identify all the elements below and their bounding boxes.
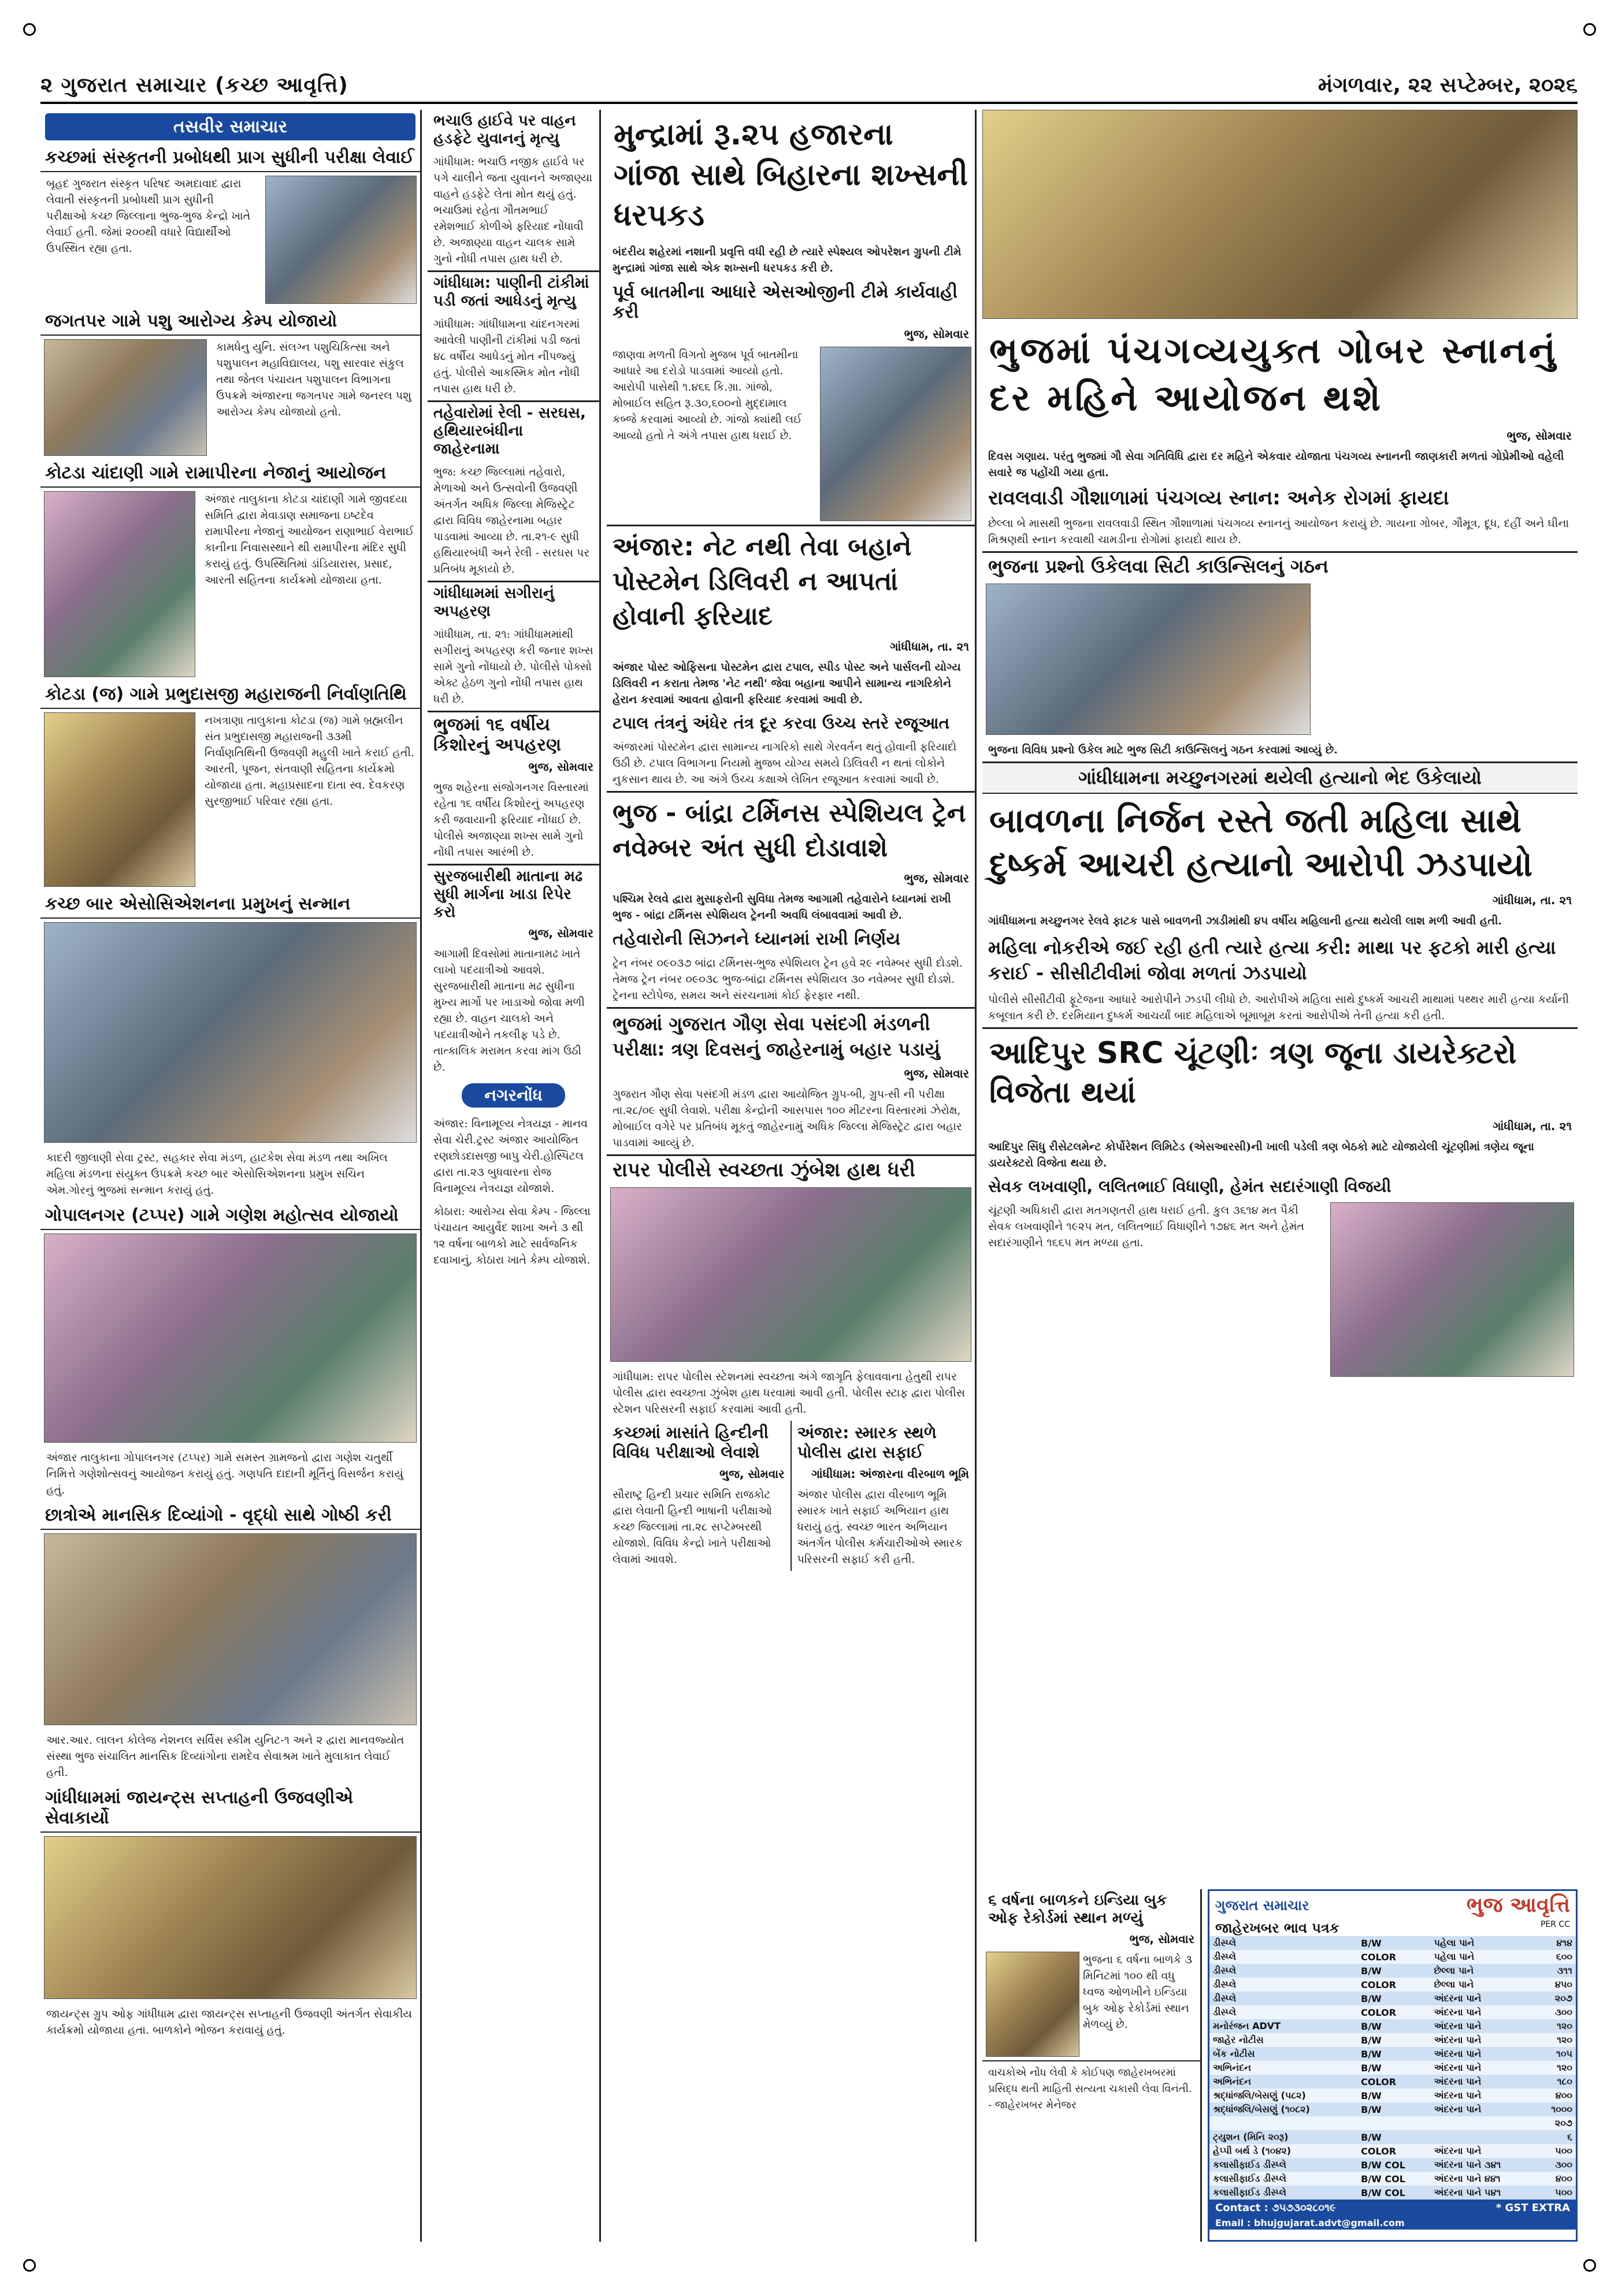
story-body: અંજાર તાલુકાના ગોપાલનગર (ટપ્પર) ગામે સમસ્ત ગ્રામજનો દ્વારા ગણેશ ચતુર્થી નિમિત્તે ગણેશોત્સવનું આયોજન કરાયું હતું. ગણપતિ દાદાની મૂર્તિનું વિસર્જન કરાયું હતું. [46,1451,403,1496]
ad-type-cell: શ્રદ્ધાંજલિ/બેસણું (૧૦૮૨) [1209,2102,1357,2116]
ad-rate-cell: ૫૦૦ [1536,2186,1576,2200]
story-subhead: રાવલવાડી ગૌશાળામાં પંચગવ્ય સ્નાન: અનેક રોગમાં ફાયદા [988,486,1449,510]
ad-box-title: ભુજ આવૃત્તિ [1466,1893,1570,1917]
ad-rate-cell: ૩૧૧ [1536,1964,1576,1978]
registration-mark [23,23,36,36]
ad-rate-row [1209,2186,1576,2200]
story-headline: અંજાર: સ્મારક સ્થળે પોલીસ દ્વારા સફાઈ [797,1423,937,1462]
ad-rate-cell: ૪૫૦ [1536,1978,1576,1992]
story-headline: કચ્છમાં માસાંતે હિન્દીની વિવિધ પરીક્ષાઓ લેવાશે [613,1423,769,1462]
story-subhead: તહેવારોની સિઝનને ધ્યાનમાં રાખી નિર્ણય [613,929,901,949]
ad-rate-row [1209,2033,1576,2047]
ad-rate-row [1209,2005,1576,2019]
per-cc-label: PER CC [1540,1920,1570,1929]
ad-color-cell: B/W [1357,2061,1430,2075]
story-title: ભુજમાં ૧૬ વર્ષીય કિશોરનું અપહરણ [433,715,562,755]
ad-rate-box [1208,1889,1578,2242]
story-headline: ભુજ - બાંદ્રા ટર્મિનસ સ્પેશિયલ ટ્રેન નવેમ્બર અંત સુધી દોડાવાશે [613,798,966,863]
story-body: આગામી દિવસોમાં માતાનામઢ ખાતે લાખો પદયાત્રીઓ આવશે. સુરજબારીથી માતાના મઢ સુધીના મુખ્ય માર્ગો પર ખાડાઓ જોવા મળી રહ્યા છે. વાહન ચાલકો અને પદયાત્રીઓને તકલીફ પડે છે. તાત્કાલિક મરામત કરવા માંગ ઉઠી છે. [433,948,585,1073]
story-photo [44,1533,417,1725]
story-headline: અંજાર: નેટ નથી તેવા બહાને પોસ્ટમેન ડિલિવરી ન આપતાં હોવાની ફરિયાદ [613,532,912,631]
story-title: છાત્રોએ માનસિક દિવ્યાંગો - વૃદ્ધો સાથે ગોષ્ઠી કરી [40,1502,420,1530]
nagar-nondh-title: નગરનોંધ [462,1083,565,1108]
ad-type-cell [1209,2116,1357,2130]
ad-color-cell: B/W [1357,2019,1430,2033]
story-subhead: મહિલા નોકરીએ જઈ રહી હતી ત્યારે હત્યા કરી: માથા પર ફટકો મારી હત્યા કરાઈ - સીસીટીવીમાં જોવા મળતાં ઝડપાયો [988,937,1556,984]
story-title: કચ્છમાં સંસ્કૃતની પ્રબોધથી પ્રાગ સુધીની પરીક્ષા લેવાઈ [40,144,420,172]
ad-page-cell: અંદરના પાને [1431,2005,1536,2019]
ad-rate-row [1209,2047,1576,2061]
ad-rate-row [1209,2075,1576,2089]
ad-page-cell: અંદરના પાને [1431,2033,1536,2047]
header-left: ૨ ગુજરાત સમાચાર (કચ્છ આવૃત્તિ) [40,73,348,97]
story-body: જાયન્ટ્સ ગ્રુપ ઓફ ગાંધીધામ દ્વારા જાયન્ટ્સ સપ્તાહની ઉજવણી અંતર્ગત સેવાકીય કાર્યક્રમો યોજાયા હતા. બાળકોને ભોજન કરાવાયું હતું. [46,2008,412,2037]
ad-rate-row [1209,2172,1576,2186]
ad-color-cell: B/W [1357,2047,1430,2061]
story-intro: દિવસ ગણાય. પરંતુ ભુજમાં ગૌ સેવા ગતિવિધિ દ્વારા દર મહિને એકવાર યોજાતા પંચગવ્ય સ્નાનની જાણકારી મળતાં ગોપ્રેમીઓ વહેલી સવારે જ પહોંચી ગયા હતા. [988,450,1564,479]
story-body: ચૂંટણી અધિકારી દ્વારા મતગણતરી હાથ ધરાઈ હતી. કુલ ૩૬૧૪ મત પૈકી સેવક લખવાણીને ૧૯૨૫ મત, લલિતભાઈ વિધાણીને ૧૭૪૬ મત અને હેમંત સદારંગાણીને ૧૬૬૫ મત મળ્યા હતા. [988,1204,1305,1249]
story-headline: ભુજના પ્રશ્નો ઉકેલવા સિટી કાઉન્સિલનું ગઠન [982,551,1578,580]
cow-shelter-photo [982,110,1578,319]
dateline: ભુજ, સોમવાર [528,926,593,940]
story-title: સુરજબારીથી માતાના મઢ સુધી માર્ગના ખાડા રિપેર કરો [433,868,583,921]
crime-headline: બાવળના નિર્જન રસ્તે જતી મહિલા સાથે દુષ્કર્મ આચરી હત્યાનો આરોપી ઝડપાયો [989,801,1532,884]
ad-type-cell: ડીસ્પ્લે [1209,1964,1357,1978]
ad-type-cell: અભિનંદન [1209,2075,1357,2089]
ad-rate-row [1209,2102,1576,2116]
story-photo [44,491,195,677]
ad-page-cell [1431,2130,1536,2144]
story-headline: રાપર પોલીસે સ્વચ્છતા ઝુંબેશ હાથ ધરી [613,1158,915,1182]
ad-page-cell: અંદરના પાને [1431,2019,1536,2033]
dateline: ભુજ, સોમવાર [904,1067,969,1080]
dateline: ગાંધીધામ, તા. ૨૧ [889,640,969,653]
story-body: ભુજ શહેરના સંજોગનગર વિસ્તારમાં રહેતા ૧૬ વર્ષીય કિશોરનું અપહરણ કરી જવાયાની ફરિયાદ નોંધાઈ છે. પોલીસે અજાણ્યા શખ્સ સામે ગુનો નોંધી તપાસ આરંભી છે. [433,781,589,859]
ad-type-cell: કલાસીફાઈડ ડીસ્પ્લે [1209,2172,1357,2186]
story-photo [44,1836,417,1999]
ad-color-cell: B/W [1357,1964,1430,1978]
ad-rate-cell: ૩૦૦ [1536,2005,1576,2019]
ad-rate-cell: ૩૦૦ [1536,2158,1576,2172]
dateline: ગાંધીધામ, તા. ૨૧ [1492,1119,1572,1133]
record-story [982,1889,1202,2242]
election-headline: આદિપુર SRC ચૂંટણીઃ ત્રણ જૂના ડાયરેક્ટરો વિજેતા થયાં [989,1036,1517,1110]
ad-type-cell: ડીસ્પ્લે [1209,1992,1357,2005]
ad-rate-cell: ૧૨૦ [1536,2033,1576,2047]
story-title: ગાંધીધામમાં જાયન્ટ્સ સપ્તાહની ઉજવણીએ સેવાકાર્યો [40,1784,420,1833]
ad-page-cell: છેલ્લા પાને [1431,1964,1536,1978]
lead-subhead: પૂર્વ બાતમીના આધારે એસઓજીની ટીમે કાર્યવાહી કરી [613,282,958,322]
story-body: સૌરાષ્ટ્ર હિન્દી પ્રચાર સમિતિ રાજકોટ દ્વારા લેવાતી હિન્દી ભાષાની પરીક્ષાઓ કચ્છ જિલ્લામાં તા.૨૮ સપ્ટેમ્બરથી યોજાશે. વિવિધ કેન્દ્રો ખાતે પરીક્ષાઓ લેવામાં આવશે. [613,1488,772,1566]
ad-color-cell [1357,2116,1430,2130]
ad-type-cell: મનોરંજન ADVT [1209,2019,1357,2033]
ad-rate-cell: ૪૧૪ [1536,1936,1576,1950]
story-body: અંજારમાં પોસ્ટમેન દ્વારા સામાન્ય નાગરિકો સાથે ગેરવર્તન થતું હોવાની ફરિયાદો ઉઠી છે. ટપાલ વિભાગના નિયમો મુજબ યોગ્ય સમયે ડિલિવરી ન થતાં લોકોને નુકસાન થાય છે. આ અંગે ઉચ્ચ કક્ષાએ લેખિત રજૂઆત કરવામાં આવી છે. [613,741,957,786]
ad-rate-row [1209,2144,1576,2158]
story-title: ભચાઉ હાઈવે પર વાહન હડફેટે યુવાનનું મૃત્યુ [433,112,576,147]
ad-color-cell: B/W [1357,1992,1430,2005]
dateline: ભુજ, સોમવાર [719,1467,785,1481]
registration-mark [23,2259,36,2272]
ad-rate-cell: ૬ [1536,2130,1576,2144]
ad-color-cell: B/W [1357,2033,1430,2047]
story-body: કાદરી જીલાણી સેવા ટ્રસ્ટ, સહકાર સેવા મંડળ, હાટકેશ સેવા મંડળ તથા અખિલ મહિલા મંડળના સંયુક્ત ઉપક્રમે કચ્છ બાર એસોસિએશનના પ્રમુખ સચિન એમ.ગોરનું ભુજમાં સન્માન કરાયું હતું. [46,1151,388,1197]
ad-page-cell: અંદરના પાને ૫૪૧ [1431,2186,1536,2200]
story-body: આર.આર. લાલન કોલેજ નેશનલ સર્વિસ સ્કીમ યુનિટ-૧ અને ૨ દ્વારા માનવજ્યોત સંસ્થા ભુજ સંચાલિત માનસિક દિવ્યાંગોના રામદેવ સેવાશ્રમ ખાતે મુલાકાત લેવાઈ હતી. [46,1734,404,1779]
ad-type-cell: બેંક નોટીસ [1209,2047,1357,2061]
registration-mark [1583,2259,1596,2272]
gst-note: * GST EXTRA [1495,2202,1570,2214]
dateline: ભુજ, સોમવાર [1506,429,1572,443]
ad-rate-row [1209,2061,1576,2075]
ad-rate-table [1209,1936,1576,2200]
story-body: અંજાર પોલીસ દ્વારા વીરબાળ ભૂમિ સ્મારક ખાતે સફાઈ અભિયાન હાથ ધરાયું હતું. સ્વચ્છ ભારત અભિયાન અંતર્ગત પોલીસ કર્મચારીઓએ સ્મારક પરિસરની સફાઈ કરી હતી. [797,1488,963,1566]
ad-rate-row [1209,1950,1576,1964]
ad-page-cell: અંદરના પાને ૪૪૧ [1431,2172,1536,2186]
story-headline: ૬ વર્ષના બાળકને ઇન્ડિયા બુક ઓફ રેકોર્ડમાં સ્થાન મળ્યું [988,1892,1167,1927]
ad-color-cell: B/W [1357,2130,1430,2144]
ad-type-cell: ટ્યુશન (મિનિ ૨૦રૂ) [1209,2130,1357,2144]
ad-page-cell: પહેલા પાને [1431,1936,1536,1950]
dateline: ભુજ, સોમવાર [1129,1932,1194,1946]
ad-type-cell: જાહેર નોટીસ [1209,2033,1357,2047]
story-body: ટ્રેન નંબર ૦૯૦૩૭ બાંદ્રા ટર્મિનસ-ભુજ સ્પેશિયલ ટ્રેન હવે ૨૯ નવેમ્બર સુધી દોડશે. તેમજ ટ્રેન નંબર ૦૯૦૩૮ ભુજ-બાંદ્રા ટર્મિનસ સ્પેશિયલ ૩૦ નવેમ્બર સુધી દોડશે. ટ્રેનના સ્ટોપેજ, સમય અને સંરચનામાં કોઈ ફેરફાર નથી. [613,957,963,1002]
story-title: ગાંધીધામ: પાણીની ટાંકીમાં પડી જતાં આધેડનું મૃત્યુ [433,274,589,310]
ad-page-cell: અંદરના પાને ૩૪૧ [1431,2158,1536,2172]
ad-page-cell: અંદરના પાને [1431,2144,1536,2158]
column-photo-news [40,110,422,2242]
crime-strip-title: ગાંધીધામના મચ્છુનગરમાં થયેલી હત્યાનો ભેદ ઉકેલાયો [982,761,1578,794]
ad-rate-cell: ૧૦૫ [1536,2047,1576,2061]
dateline: ગાંધીધામ, તા. ૨૧ [1492,893,1572,907]
ad-color-cell: COLOR [1357,2144,1430,2158]
contact-label: Contact : [1215,2202,1268,2214]
story-headline: ભુજમાં ગુજરાત ગૌણ સેવા પસંદગી મંડળની પરીક્ષા: ત્રણ દિવસનું જાહેરનામું બહાર પડાયું [613,1013,940,1060]
story-body: પોલીસે સીસીટીવી ફૂટેજના આધારે આરોપીને ઝડપી લીધો છે. આરોપીએ મહિલા સાથે દુષ્કર્મ આચરી માથામાં પથ્થર મારી હત્યા કર્યાની કબૂલાત કરી છે. દરમિયાન દુષ્કર્મ આચર્યાં બાદ મહિલાએ બૂમાબૂમ કરતાં આરોપીએ તેની હત્યા કરી હતી. [988,993,1569,1022]
ad-page-cell: અંદરના પાને [1431,1992,1536,2005]
column-main-news [607,110,977,2242]
lead-intro: બંદરીય શહેરમાં નશાની પ્રવૃત્તિ વધી રહી છે ત્યારે સ્પેશ્યલ ઓપરેશન ગ્રુપની ટીમે મુન્દ્રામાં ગાંજા સાથે એક શખ્સની ધરપકડ કરી છે. [613,246,962,274]
ad-rate-row [1209,2019,1576,2033]
story-body: જાણવા મળતી વિગતો મુજબ પૂર્વ બાતમીના આધારે આ દરોડો પાડવામાં આવ્યો હતો. આરોપી પાસેથી ૧.૪૬૬ કિ.ગ્રા. ગાંજો, મોબાઈલ સહિત રૂ.૩૦,૬૦૦નો મુદ્દામાલ કબ્જે કરવામાં આવ્યો છે. ગાંજો ક્યાંથી લઈ આવ્યો હતો તે અંગે તપાસ હાથ ધરાઈ છે. [613,348,802,442]
story-body: અંજાર તાલુકાના કોટડા ચાંદાણી ગામે જીવદયા સમિતિ દ્વારા મેવાડાણ સમાજના ઇષ્ટદેવ રામાપીરના નેજાનું આયોજન રાણાભાઈ વેરાભાઈ કાનીના નિવાસસ્થાને થી રામાપીરના મંદિર સુધી કરાયું હતું. ઉપસ્થિતિમાં ડાંડિયારાસ, પ્રસાદ, આરતી સહિતના કાર્યક્રમો યોજાયા હતા. [205,493,414,586]
ad-rate-row [1209,2158,1576,2172]
dateline: ભુજ, સોમવાર [904,871,969,885]
ad-page-cell: અંદરના પાને [1431,2089,1536,2102]
ad-page-cell: અંદરના પાને [1431,2102,1536,2116]
feature-headline: ભુજમાં પંચગવ્યયુક્ત ગોબર સ્નાનનું દર મહિને આયોજન થશે [989,329,1558,419]
story-body: ગાંધીધામ: ભચાઉ નજીક હાઈવે પર પગે ચાલીને જતા યુવાનને અજાણ્યા વાહને હડફેટે લેતા મોત થયું હતું. ભચાઉમાં રહેતા ગૌતમભાઈ રમેશભાઈ કોળીએ ફરિયાદ નોંધાવી છે. અજાણ્યા વાહન ચાલક સામે ગુનો નોંધી તપાસ હાથ ધરી છે. [433,155,592,265]
ad-rate-cell: ૧૦૦૦ [1536,2102,1576,2116]
ad-rate-row [1209,1992,1576,2005]
ad-color-cell: COLOR [1357,1978,1430,1992]
story-photo [44,1234,417,1443]
brand-logo: ગુજરાત સમાચાર [1215,1897,1309,1914]
story-intro: પશ્ચિમ રેલવે દ્વારા મુસાફરોની સુવિધા તેમજ આગામી તહેવારોને ધ્યાનમાં રાખી ભુજ - બાંદ્રા ટર્મિનસ સ્પેશિયલ ટ્રેનની અવધિ લંબાવવામાં આવી છે. [613,893,951,922]
story-title: કચ્છ બાર એસોસિએશનના પ્રમુખનું સન્માન [40,890,420,919]
story-photo [44,922,417,1143]
ad-type-cell: કલાસીફાઈડ ડીસ્પ્લે [1209,2186,1357,2200]
ad-page-cell: અંદરના પાને [1431,2047,1536,2061]
ad-color-cell: B/W [1357,1936,1430,1950]
ad-rate-row [1209,2130,1576,2144]
ad-page-cell: અંદરના પાને [1431,2075,1536,2089]
story-title: તહેવારોમાં રેલી - સરઘસ, હથિયારબંધીના જાહેરનામા [433,404,586,458]
story-body: કામધેનુ યુનિ. સંલગ્ન પશુચિકિત્સા અને પશુપાલન મહાવિદ્યાલય, પશુ સારવાર સંકુલ તથા જેતલ પંચાયત પશુપાલન વિભાગના ઉપક્રમે અંજારના જગતપર ગામે જનરલ પશુ આરોગ્ય કેમ્પ યોજાયો હતો. [216,341,411,418]
ad-rate-cell: ૨૦૭ [1536,1992,1576,2005]
registration-mark [1583,23,1596,36]
story-intro: ગાંધીધામના મચ્છુનગર રેલવે ફાટક પાસે બાવળની ઝાડીમાંથી ૪૫ વર્ષીય મહિલાની હત્યા થયેલી લાશ મળી આવી હતી. [988,915,1502,927]
ad-rate-cell: ૪૦૦ [1536,2089,1576,2102]
story-body: નખત્રાણા તાલુકાના કોટડા (જ) ગામે બ્રહ્મલીન સંત પ્રભુદાસજી મહારાજની ૩૩મી નિર્વાણતિથિની ઉજવણી મહુલી ખાતે કરાઈ હતી. આરતી, પૂજન, સંતવાણી સહિતના કાર્યક્રમો યોજાયા હતા. મહાપ્રસાદના દાતા સ્વ. દેવકરણ સુરજીભાઈ પરિવાર રહ્યા હતા. [205,714,414,808]
ad-type-cell: ડીસ્પ્લે [1209,1936,1357,1950]
ad-type-cell: અભિનંદન [1209,2061,1357,2075]
ad-rate-cell: ૧૨૦ [1536,2019,1576,2033]
page-header [40,69,1578,104]
council-group-photo [986,584,1311,735]
ad-page-cell [1431,2116,1536,2130]
story-photo [610,1187,971,1362]
story-photo [44,339,207,456]
story-title: ગોપાલનગર (ટપ્પર) ગામે ગણેશ મહોત્સવ યોજાયો [40,1202,420,1230]
story-photo [265,176,417,304]
story-body: ભુજ: કચ્છ જિલ્લામાં તહેવારો, મેળાઓ અને ઉત્સવોની ઉજવણી અંતર્ગત અધિક જિલ્લા મેજિસ્ટ્રેટ દ્વારા વિવિધ જાહેરનામા બહાર પાડવામાં આવ્યા છે. તા.૨૧-૯ સુધી હથિયારબંધી અને રેલી - સરઘસ પર પ્રતિબંધ મૂકાયો છે. [433,466,590,575]
story-body: ગાંધીધામ: રાપર પોલીસ સ્ટેશનમાં સ્વચ્છતા અંગે જાગૃતિ ફેલાવવાના હેતુથી રાપર પોલીસ દ્વારા સ્વચ્છતા ઝુંબેશ હાથ ધરવામાં આવી હતી. પોલીસ સ્ટાફ દ્વારા પોલીસ સ્ટેશન પરિસરની સફાઈ કરવામાં આવી હતી. [613,1370,966,1416]
lead-headline: મુન્દ્રામાં રૂ.૨૫ હજારના ગાંજા સાથે બિહારના શખ્સની ધરપકડ [614,117,968,233]
ad-rate-cell: ૫૦૦ [1536,2144,1576,2158]
ad-type-cell: ડીસ્પ્લે [1209,2005,1357,2019]
ad-rate-cell: ૪૦૦ [1536,2172,1576,2186]
story-body: ગાંધીધામ: ગાંધીધામના ચાંદનગરમાં આવેલી પાણીની ટાંકીમાં પડી જતાં ૪૮ વર્ષીય આધેડનું મોત નીપજ્યું હતું. પોલીસે આકસ્મિક મોત નોંધી તપાસ હાથ ધરી છે. [433,318,581,395]
story-body: બૃહદ ગુજરાત સંસ્કૃત પરિષદ અમદાવાદ દ્વારા લેવાતી સંસ્કૃતની પ્રબોધથી પ્રાગ સુધીની પરીક્ષાઓ કચ્છ જિલ્લાના ભુજ-ભુજ કેન્દ્રો ખાતે લેવાઈ હતી. જેમાં ૨૦૦થી વધારે વિદ્યાર્થીઓ ઉપસ્થિત રહ્યા હતા. [46,177,251,255]
brief-item: કોઠારા: આરોગ્ય સેવા કેમ્પ - જિલ્લા પંચાયત આયુર્વેદ શાખા અને ૩ થી ૧૨ વર્ષના બાળકો માટે સાર્વજનિક દવાખાનું, કોઠારા ખાતે કેમ્પ યોજાશે. [433,1205,591,1266]
ad-color-cell: B/W [1357,2089,1430,2102]
ad-color-cell: B/W COL [1357,2172,1430,2186]
ad-color-cell: COLOR [1357,1950,1430,1964]
section-title: તસવીર સમાચાર [45,113,415,140]
story-subhead: ટપાલ તંત્રનું અંધેર તંત્ર દૂર કરવા ઉચ્ચ સ્તરે રજૂઆત [613,714,950,733]
header-date: મંગળવાર, ૨૨ સપ્ટેમ્બર, ૨૦૨૬ [1318,73,1578,97]
ad-type-cell: હેપ્પી બર્થ ડે (૧૦૪૨) [1209,2144,1357,2158]
brief-item: અંજાર: વિનામૂલ્ય નેત્રયજ્ઞ - માનવ સેવા ચેરી.ટ્રસ્ટ અંજાર આયોજિત રણછોડદાસજી બાપુ ચેરી.હોસ્પિટલ દ્વારા તા.૨૩ બુધવારના રોજ વિનામૂલ્ય નેત્રયજ્ઞ યોજાશે. [433,1117,588,1195]
ad-rate-row [1209,1964,1576,1978]
contact-phone[interactable]: ૭૫૭૩૦૨૮૦૧૯ [1272,2202,1336,2214]
dateline: ભુજ, સોમવાર [904,327,969,341]
story-photo [1330,1202,1574,1377]
ad-color-cell: B/W COL [1357,2158,1430,2172]
email-link[interactable]: bhujgujarat.advt@gmail.com [1253,2217,1405,2228]
ad-rate-row [1209,1936,1576,1950]
ad-rate-cell: ૬૦૦ [1536,1950,1576,1964]
dateline: ગાંધીધામ: અંજારના વીરબાળ ભૂમિ [811,1467,969,1481]
ad-color-cell: B/W [1357,2102,1430,2116]
ad-type-cell: કલાસીફાઈડ ડીસ્પ્લે [1209,2158,1357,2172]
ad-rate-cell: ૧૨૦ [1536,2061,1576,2075]
story-body: છેલ્લા બે માસથી ભુજના રાવલવાડી સ્થિત ગૌશાળામાં પંચગવ્ય સ્નાનનું આયોજન કરાયું છે. ગાયના ગોબર, ગૌમૂત્ર, દૂધ, દહીં અને ઘીના મિશ્રણથી સ્નાન કરવાથી ચામડીના રોગોમાં ફાયદો થાય છે. [988,517,1569,546]
ad-box-subtitle: જાહેરખબર ભાવ પત્રક [1215,1920,1339,1936]
story-photo [820,347,971,521]
ad-page-cell: છેલ્લા પાને [1431,1978,1536,1992]
ad-rate-cell: ૧૮૦ [1536,2075,1576,2089]
ad-page-cell: અંદરના પાને [1431,2061,1536,2075]
child-photo [986,1952,1079,2057]
story-body: ગાંધીધામ, તા. ૨૧: ગાંધીધામમાંથી સગીરાનું અપહરણ કરી જનાર શખ્સ સામે ગુનો નોંધાયો છે. પોલીસે પોક્સો એક્ટ હેઠળ ગુનો નોંધી તપાસ હાથ ધરી છે. [433,628,593,705]
story-subhead: સેવક લખવાણી, લલિતભાઈ વિધાણી, હેમંત સદારંગાણી વિજયી [988,1177,1391,1196]
ad-color-cell: B/W COL [1357,2186,1430,2200]
ad-color-cell: COLOR [1357,2005,1430,2019]
story-intro: આદિપુર સિંધુ રીસેટલમેન્ટ કોર્પોરેશન લિમિટેડ (એસઆરસી)ની ખાલી પડેલી ત્રણ બેઠકો માટે યોજાયેલી ચૂંટણીમાં ત્રણેય જૂના ડાયરેક્ટરો વિજેતા થયા છે. [988,1140,1534,1169]
ad-rate-cell: ૨૦૭ [1536,2116,1576,2130]
story-title: કોટડા ચાંદાણી ગામે રામાપીરના નેજાનું આયોજન [40,459,420,488]
ad-type-cell: ડીસ્પ્લે [1209,1950,1357,1964]
photo-caption: ભુજના વિવિધ પ્રશ્નો ઉકેલ માટે ભુજ સિટી કાઉન્સિલનું ગઠન કરવામાં આવ્યું છે. [988,744,1338,756]
story-title: ગાંધીધામમાં સગીરાનું અપહરણ [433,585,555,620]
dateline: ભુજ, સોમવાર [528,760,593,774]
ad-type-cell: ડીસ્પ્લે [1209,1978,1357,1992]
column-local-news [428,110,601,2242]
ad-rate-row [1209,2089,1576,2102]
story-photo [44,712,195,887]
ad-rate-row [1209,2116,1576,2130]
ad-type-cell: શ્રદ્ધાંજલિ/બેસણું (૫૮૨) [1209,2089,1357,2102]
ad-page-cell: પહેલા પાને [1431,1950,1536,1964]
story-title: કોટડા (જ) ગામે પ્રભુદાસજી મહારાજની નિર્વાણતિથિ [40,681,420,709]
story-intro: અંજાર પોસ્ટ ઓફિસના પોસ્ટમેન દ્વારા ટપાલ, સ્પીડ પોસ્ટ અને પાર્સલની યોગ્ય ડિલિવરી ન કરાતા તેમજ 'નેટ નથી' જેવા બહાના આપીને સામાન્ય નાગરિકોને હેરાન કરવામાં આવતા હોવાની ફરિયાદ કરવામાં આવી છે. [613,661,961,706]
story-title: જગતપર ગામે પશુ આરોગ્ય કેમ્પ યોજાયો [40,307,420,336]
story-body: ભુજના ૬ વર્ષના બાળકે ૩ મિનિટમાં ૧૦૦ થી વધુ ધ્વજ ઓળખીને ઇન્ડિયા બુક ઓફ રેકોર્ડમાં સ્થાન મેળવ્યું છે. [1083,1953,1192,2031]
ad-color-cell: COLOR [1357,2075,1430,2089]
story-body: ગુજરાત ગૌણ સેવા પસંદગી મંડળ દ્વારા આયોજિત ગ્રુપ-બી, ગ્રુપ-સી ની પરીક્ષા તા.૨૮/૦૯ સુધી લેવાશે. પરીક્ષા કેન્દ્રોની આસપાસ ૧૦૦ મીટરના વિસ્તારમાં ઝેરોક્ષ, મોબાઈલ વગેરે પર પ્રતિબંધ મૂકતું જાહેરનામું અધિક જિલ્લા મેજિસ્ટ્રેટ દ્વારા બહાર પાડવામાં આવ્યું છે. [613,1088,962,1149]
ad-rate-row [1209,1978,1576,1992]
notice: વાચકોએ નોંધ લેવી કે કોઈપણ જાહેરખબરમાં પ્રસિદ્ધ થતી માહિતી સત્યતા ચકાસી લેવા વિનંતી. - જાહેરખબર મેનેજર [982,2060,1200,2117]
email-label: Email : [1215,2217,1251,2228]
